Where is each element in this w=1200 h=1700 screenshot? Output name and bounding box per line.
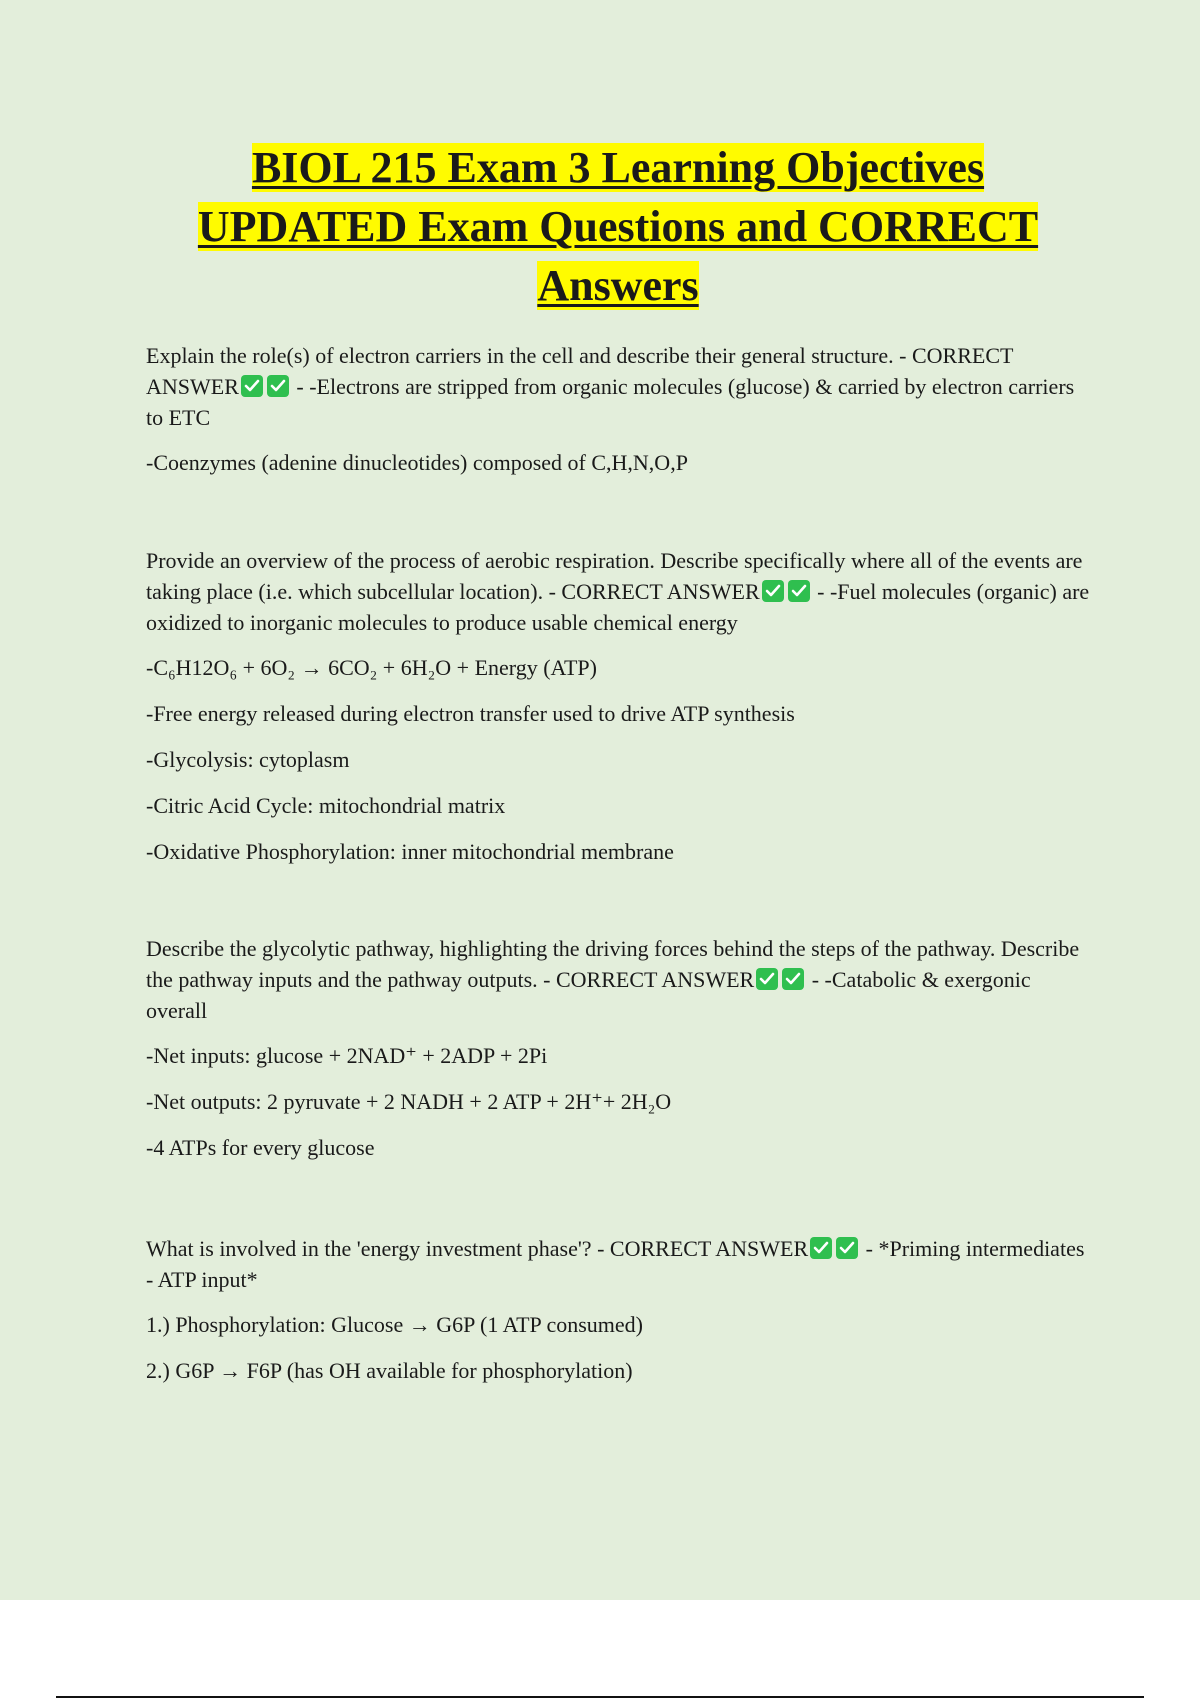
check-icon — [267, 375, 289, 397]
question-text: What is involved in the 'energy investment phase'? - — [146, 1236, 610, 1261]
answer-line: -Net outputs: 2 pyruvate + 2 NADH + 2 ATP + 2H⁺+ 2H₂O — [146, 1089, 672, 1114]
answer-line: -Net inputs: glucose + 2NAD⁺ + 2ADP + 2Pi — [146, 1043, 548, 1068]
answer-line: -Oxidative Phosphorylation: inner mitochondrial membrane — [146, 839, 674, 864]
answer-line: -4 ATPs for every glucose — [146, 1135, 375, 1160]
answer-line: -Coenzymes (adenine dinucleotides) composed of C,H,N,O,P — [146, 450, 688, 475]
correct-answer-label: CORRECT ANSWER — [146, 343, 1014, 399]
question-text: Describe the glycolytic pathway, highlighting the driving forces behind the steps of the pathway. Describe the pathway inputs and the pathway outputs. - — [146, 936, 1080, 992]
answer-text: - -Electrons are stripped from organic molecules (glucose) & carried by electron carriers to ETC — [146, 374, 1075, 430]
qa-block-3 — [146, 933, 1090, 1178]
correct-answer-label: CORRECT ANSWER — [561, 579, 760, 604]
question-text: Provide an overview of the process of aerobic respiration. Describe specifically where all of the events are taking place (i.e. which subcellular location). - — [146, 548, 1083, 604]
qa-block-1 — [146, 340, 1090, 493]
qa-block-2 — [146, 545, 1090, 882]
answer-line: 2.) G6P → F6P (has OH available for phosphorylation) — [146, 1358, 633, 1383]
title-line-1: BIOL 215 Exam 3 Learning Objectives — [251, 143, 985, 192]
answer-text: - -Catabolic & exergonic overall — [146, 967, 1031, 1023]
answer-line: 1.) Phosphorylation: Glucose → G6P (1 ATP consumed) — [146, 1312, 644, 1337]
title-line-2: UPDATED Exam Questions and CORRECT — [197, 202, 1039, 251]
answer-text: - *Priming intermediates - ATP input* — [146, 1236, 1085, 1292]
answer-line: -Free energy released during electron transfer used to drive ATP synthesis — [146, 701, 795, 726]
footer-divider — [56, 1696, 1144, 1698]
question-4 — [146, 1233, 1090, 1295]
question-2 — [146, 545, 1090, 638]
question-1 — [146, 340, 1090, 433]
question-text: Explain the role(s) of electron carriers in the cell and describe their general structure. - — [146, 343, 912, 368]
check-icon — [836, 1237, 858, 1259]
answer-line: -Glycolysis: cytoplasm — [146, 747, 350, 772]
answer-text: - -Fuel molecules (organic) are oxidized to inorganic molecules to produce usable chemical energy — [146, 579, 1090, 635]
check-icon — [241, 375, 263, 397]
title-line-3: Answers — [537, 261, 699, 310]
correct-answer-label: CORRECT ANSWER — [555, 967, 755, 992]
document-title — [146, 138, 1090, 315]
check-icon — [782, 968, 804, 990]
qa-block-4 — [146, 1233, 1090, 1401]
answer-line: -C₆H12O₆ + 6O₂ → 6CO₂ + 6H₂O + Energy (ATP) — [146, 655, 597, 680]
check-icon — [762, 580, 784, 602]
check-icon — [756, 968, 778, 990]
correct-answer-label: CORRECT ANSWER — [609, 1236, 809, 1261]
check-icon — [810, 1237, 832, 1259]
answer-line: -Citric Acid Cycle: mitochondrial matrix — [146, 793, 506, 818]
question-3 — [146, 933, 1090, 1026]
check-icon — [788, 580, 810, 602]
